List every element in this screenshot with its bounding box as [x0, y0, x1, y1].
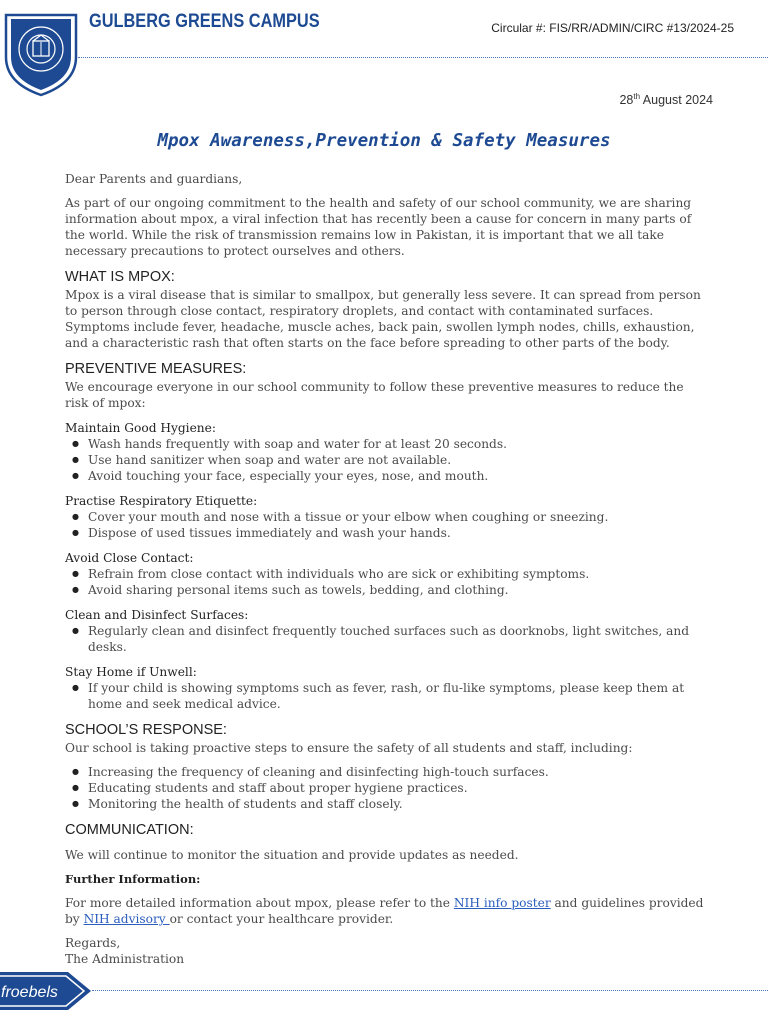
bullet-list [65, 764, 705, 812]
group-title: Stay Home if Unwell: [65, 665, 197, 679]
nih-info-poster-link[interactable]: NIH info poster [453, 896, 551, 910]
letter-body [65, 171, 705, 967]
response-intro: Our school is taking proactive steps to ensure the safety of all students and staff, including: [65, 741, 633, 755]
list-item: ● Cover your mouth and nose with a tissue or your elbow when coughing or sneezing. [88, 509, 705, 525]
salutation: Dear Parents and guardians, [65, 172, 243, 186]
signature: The Administration [65, 952, 185, 966]
svg-text:froebels: froebels [1, 984, 58, 1001]
group-title: Avoid Close Contact: [65, 551, 194, 565]
circular-number: Circular #: FIS/RR/ADMIN/CIRC #13/2024-25 [491, 21, 734, 35]
section-heading-preventive: PREVENTIVE MEASURES: [65, 361, 247, 377]
school-crest-logo [4, 13, 78, 97]
what-paragraph: Mpox is a viral disease that is similar to smallpox, but generally less severe. It can spread from person to person through close contact, respiratory droplets, and contact with contaminated surfaces. Symptoms include fever, headache, muscle aches, back pain, swollen lymph nodes, chills, exhaustion, and a characteristic rash that often starts on the face before spreading to other parts of the body. [65, 288, 701, 350]
section-heading-response: SCHOOL’S RESPONSE: [65, 722, 227, 738]
list-item: ● If your child is showing symptoms such as fever, rash, or flu-like symptoms, please keep them at home and seek medical advice. [88, 680, 705, 712]
bullet-list [65, 436, 705, 484]
group-title: Clean and Disinfect Surfaces: [65, 608, 249, 622]
bullet-list [65, 623, 705, 655]
list-item: ● Dispose of used tissues immediately and wash your hands. [88, 525, 705, 541]
bullet-list [65, 509, 705, 541]
campus-name: GULBERG GREENS CAMPUS [89, 11, 320, 32]
intro-paragraph: As part of our ongoing commitment to the health and safety of our school community, we are sharing information about mpox, a viral infection that has recently been a cause for concern in many parts of the world. While the risk of transmission remains low in Pakistan, it is important that we all take necessary precautions to protect ourselves and others. [65, 196, 692, 258]
footer-divider [92, 990, 768, 991]
preventive-intro: We encourage everyone in our school community to follow these preventive measures to reduce the risk of mpox: [65, 380, 684, 410]
nih-advisory-link[interactable]: NIH advisory [83, 912, 170, 926]
list-item: ● Increasing the frequency of cleaning and disinfecting high-touch surfaces. [88, 764, 705, 780]
closing-regards: Regards, [65, 936, 121, 950]
list-item: ● Avoid touching your face, especially your eyes, nose, and mouth. [88, 468, 705, 484]
bullet-list [65, 566, 705, 598]
section-heading-what: WHAT IS MPOX: [65, 269, 175, 285]
list-item: ● Wash hands frequently with soap and water for at least 20 seconds. [88, 436, 705, 452]
group-title: Practise Respiratory Etiquette: [65, 494, 258, 508]
letter-date: 28th August 2024 [619, 92, 713, 108]
bullet-list [65, 680, 705, 712]
froebels-logo [0, 969, 94, 1013]
group-title: Maintain Good Hygiene: [65, 421, 216, 435]
list-item: ● Regularly clean and disinfect frequently touched surfaces such as doorknobs, light switches, and desks. [88, 623, 705, 655]
list-item: ● Avoid sharing personal items such as towels, bedding, and clothing. [88, 582, 705, 598]
list-item: ● Monitoring the health of students and staff closely. [88, 796, 705, 812]
list-item: ● Refrain from close contact with individuals who are sick or exhibiting symptoms. [88, 566, 705, 582]
further-info-heading: Further Information: [65, 872, 201, 886]
section-heading-communication: COMMUNICATION: [65, 822, 194, 838]
communication-paragraph: We will continue to monitor the situation and provide updates as needed. [65, 848, 519, 862]
list-item: ● Use hand sanitizer when soap and water are not available. [88, 452, 705, 468]
letter-title: Mpox Awareness,Prevention & Safety Measures [157, 131, 611, 151]
header-divider [78, 57, 768, 58]
further-info-paragraph: For more detailed information about mpox, please refer to the NIH info poster and guidelines provided by NIH advisory or contact your healthcare provider. [65, 896, 704, 926]
list-item: ● Educating students and staff about proper hygiene practices. [88, 780, 705, 796]
